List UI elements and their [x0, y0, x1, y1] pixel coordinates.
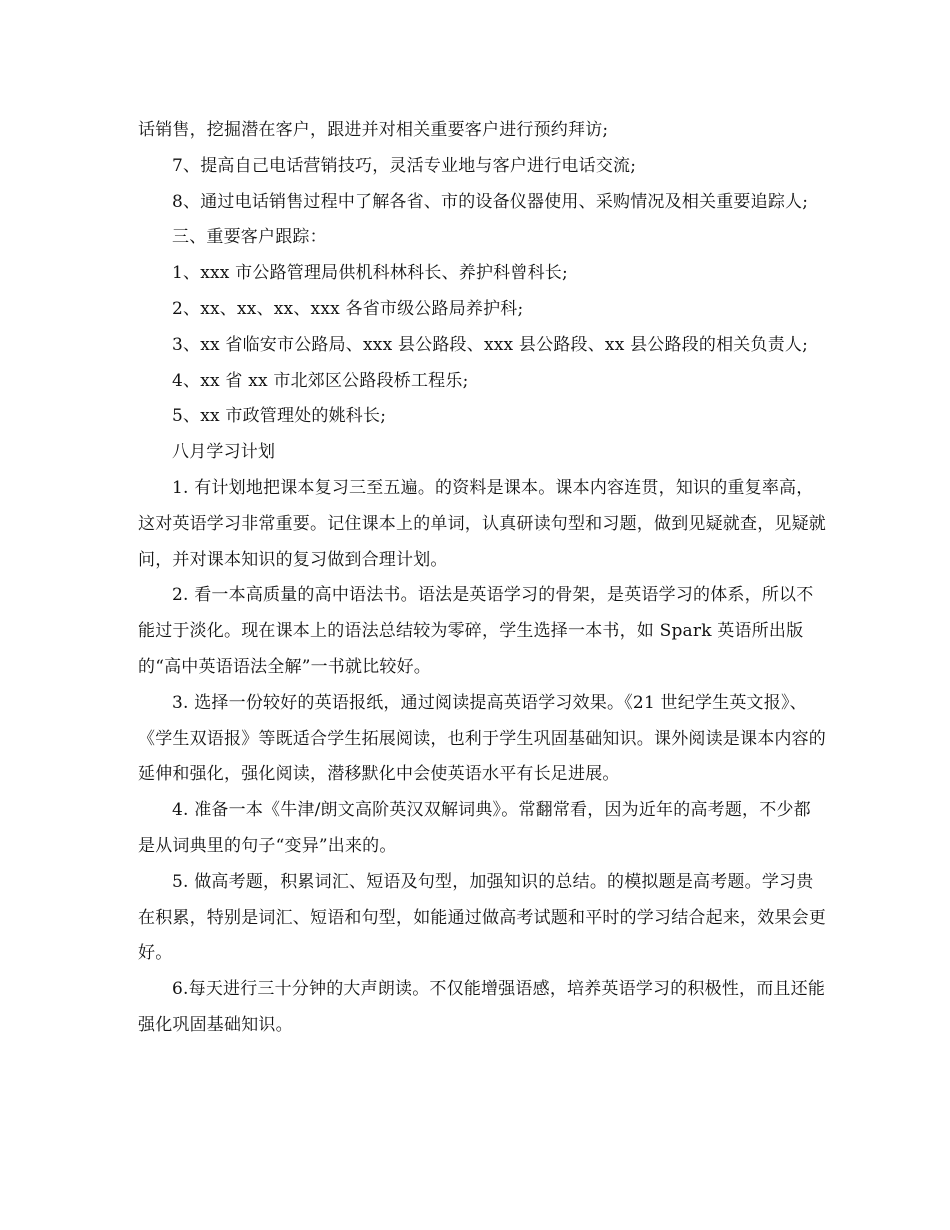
- section-heading-august-plan: 八月学习计划: [172, 442, 276, 463]
- paragraph-item-8: 8、通过电话销售过程中了解各省、市的设备仪器使用、采购情况及相关重要追踪人;: [172, 191, 809, 212]
- paragraph-continuation: 话销售，挖掘潜在客户，跟进并对相关重要客户进行预约拜访;: [138, 120, 609, 140]
- plan-item-1: 1. 有计划地把课本复习三至五遍。的资料是课本。课本内容连贯，知识的重复率高，这对英语学习非常重要。记住课本上的单词，认真研读句型和习题，做到见疑就查，见疑就问，并对课本知识的复习做到合理计划。: [138, 477, 826, 570]
- client-item-2: 2、xx、xx、xx、xxx 各省市级公路局养护科;: [172, 298, 524, 319]
- client-item-5: 5、xx 市政管理处的姚科长;: [172, 406, 387, 427]
- paragraph-item-7: 7、提高自己电话营销技巧，灵活专业地与客户进行电话交流;: [172, 155, 637, 176]
- section-heading-key-clients: 三、重要客户跟踪：: [172, 227, 327, 248]
- plan-item-3: 3. 选择一份较好的英语报纸，通过阅读提高英语学习效果。《21 世纪学生英文报》、《学生双语报》等既适合学生拓展阅读，也利于学生巩固基础知识。课外阅读是课本内容的延伸和强化，强化阅读，潜移默化中会使英语水平有长足进展。: [138, 692, 826, 785]
- client-item-4: 4、xx 省 xx 市北郊区公路段桥工程乐;: [172, 370, 469, 391]
- plan-item-5: 5. 做高考题，积累词汇、短语及句型，加强知识的总结。的模拟题是高考题。学习贵在积累，特别是词汇、短语和句型，如能通过做高考试题和平时的学习结合起来，效果会更好。: [138, 871, 826, 964]
- plan-item-6: 6.每天进行三十分钟的大声朗读。不仅能增强语感，培养英语学习的积极性，而且还能强化巩固基础知识。: [138, 979, 826, 1035]
- plan-item-4: 4. 准备一本《牛津/朗文高阶英汉双解词典》。常翻常看，因为近年的高考题，不少都是从词典里的句子“变异”出来的。: [138, 800, 811, 856]
- document-body: [138, 113, 828, 1044]
- client-item-3: 3、xx 省临安市公路局、xxx 县公路段、xxx 县公路段、xx 县公路段的相关负责人;: [172, 334, 809, 355]
- client-item-1: 1、xxx 市公路管理局供机科林科长、养护科曾科长;: [172, 263, 568, 284]
- plan-item-2: 2. 看一本高质量的高中语法书。语法是英语学习的骨架，是英语学习的体系，所以不能过于淡化。现在课本上的语法总结较为零碎，学生选择一本书，如 Spark 英语所出版的“高中英语语法全解”一书就比较好。: [138, 585, 814, 677]
